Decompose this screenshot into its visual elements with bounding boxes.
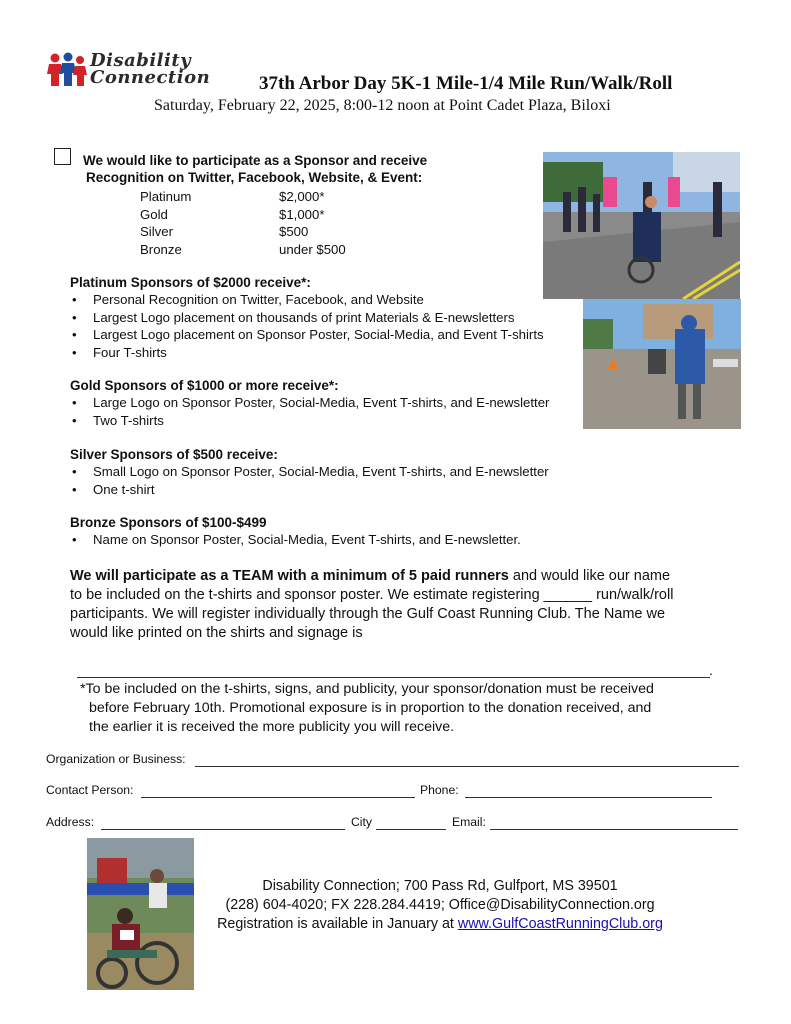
team-name-field[interactable] <box>77 663 710 678</box>
team-line-4: would like printed on the shirts and signage is <box>70 625 363 641</box>
team-line-2: to be included on the t-shirts and sponsor poster. We estimate registering ______ run/walk/roll <box>70 587 674 603</box>
address-label: Address: <box>46 815 95 829</box>
team-name-period: . <box>709 662 713 678</box>
list-item: • One t-shirt <box>70 481 549 499</box>
list-item: • Four T-shirts <box>70 344 544 362</box>
deadline-note <box>80 680 654 737</box>
list-item: • Name on Sponsor Poster, Social-Media, Event T-shirts, and E-newsletter. <box>70 531 521 549</box>
sponsor-intro-line2: Recognition on Twitter, Facebook, Website, & Event: <box>86 170 423 185</box>
team-line-3: participants. We will register individually through the Gulf Coast Running Club. The Name we <box>70 606 666 622</box>
team-paragraph <box>70 567 673 643</box>
note-line-3: the earlier it is received the more publicity you will receive. <box>89 719 455 735</box>
tier-amount: $500 <box>279 224 309 239</box>
city-field[interactable] <box>376 818 446 830</box>
list-item: • Personal Recognition on Twitter, Facebook, and Website <box>70 291 544 309</box>
tier-row <box>140 206 400 224</box>
footer-registration <box>180 915 700 934</box>
tier-name: Silver <box>140 224 173 239</box>
tier-name: Platinum <box>140 189 192 204</box>
tier-name: Bronze <box>140 241 182 257</box>
team-line-1 <box>70 567 673 586</box>
contact-field[interactable] <box>141 786 415 798</box>
sponsor-checkbox[interactable] <box>54 148 71 165</box>
event-subtitle: Saturday, February 22, 2025, 8:00-12 noon at Point Cadet Plaza, Biloxi <box>154 97 611 114</box>
platinum-heading: Platinum Sponsors of $2000 receive*: <box>70 275 311 290</box>
note-line-1: *To be included on the t-shirts, signs, and publicity, your sponsor/donation must be received <box>80 681 654 697</box>
org-field[interactable] <box>195 755 739 767</box>
list-item: • Small Logo on Sponsor Poster, Social-Media, Event T-shirts, and E-newsletter <box>70 463 549 481</box>
registration-text: Registration is available in January at <box>217 916 458 932</box>
race-photo-runners <box>543 152 740 299</box>
phone-field[interactable] <box>465 786 712 798</box>
people-logo-icon <box>46 52 90 88</box>
note-line-2: before February 10th. Promotional exposure is in proportion to the donation received, and <box>89 700 652 716</box>
org-label: Organization or Business: <box>46 752 186 766</box>
tier-row <box>140 188 400 206</box>
contact-label: Contact Person: <box>46 783 134 797</box>
platinum-benefits <box>70 291 544 361</box>
running-club-link[interactable]: www.GulfCoastRunningClub.org <box>457 916 663 932</box>
sponsor-intro-line1: We would like to participate as a Sponsor and receive <box>83 153 428 168</box>
address-field[interactable] <box>101 818 345 830</box>
email-field[interactable] <box>490 818 738 830</box>
list-item: • Largest Logo placement on thousands of print Materials & E-newsletters <box>70 309 544 327</box>
tier-amount: $2,000* <box>279 189 325 204</box>
logo-text-disability: Disability <box>90 50 192 71</box>
team-rest: and would like our name <box>508 568 671 584</box>
tier-amount: $1,000* <box>279 206 325 222</box>
bronze-heading: Bronze Sponsors of $100-$499 <box>70 515 267 530</box>
list-item: • Large Logo on Sponsor Poster, Social-Media, Event T-shirts, and E-newsletter <box>70 394 549 412</box>
city-label: City <box>351 815 372 829</box>
tier-name: Gold <box>140 206 168 222</box>
gold-benefits <box>70 394 549 429</box>
silver-benefits <box>70 463 549 498</box>
team-bold: We will participate as a TEAM with a minimum of 5 paid runners <box>70 568 509 584</box>
event-title: 37th Arbor Day 5K-1 Mile-1/4 Mile Run/Walk/Roll <box>259 73 673 94</box>
footer-contact <box>200 877 700 934</box>
race-photo-volunteer <box>583 299 741 429</box>
tier-row <box>140 223 400 241</box>
gold-heading: Gold Sponsors of $1000 or more receive*: <box>70 378 339 393</box>
bronze-benefits <box>70 531 521 549</box>
tier-row <box>140 241 400 259</box>
list-item: • Largest Logo placement on Sponsor Poster, Social-Media, and Event T-shirts <box>70 326 544 344</box>
list-item: • Two T-shirts <box>70 412 549 430</box>
footer-phone-email: (228) 604-4020; FX 228.284.4419; Office@DisabilityConnection.org <box>225 897 655 913</box>
logo <box>46 52 236 92</box>
logo-text-connection: Connection <box>90 67 211 88</box>
participant-photo <box>87 838 194 990</box>
tier-table <box>140 188 400 258</box>
tier-amount: under $500 <box>279 241 346 257</box>
silver-heading: Silver Sponsors of $500 receive: <box>70 447 278 462</box>
email-label: Email: <box>452 815 486 829</box>
phone-label: Phone: <box>420 783 459 797</box>
footer-address: Disability Connection; 700 Pass Rd, Gulfport, MS 39501 <box>262 878 618 894</box>
